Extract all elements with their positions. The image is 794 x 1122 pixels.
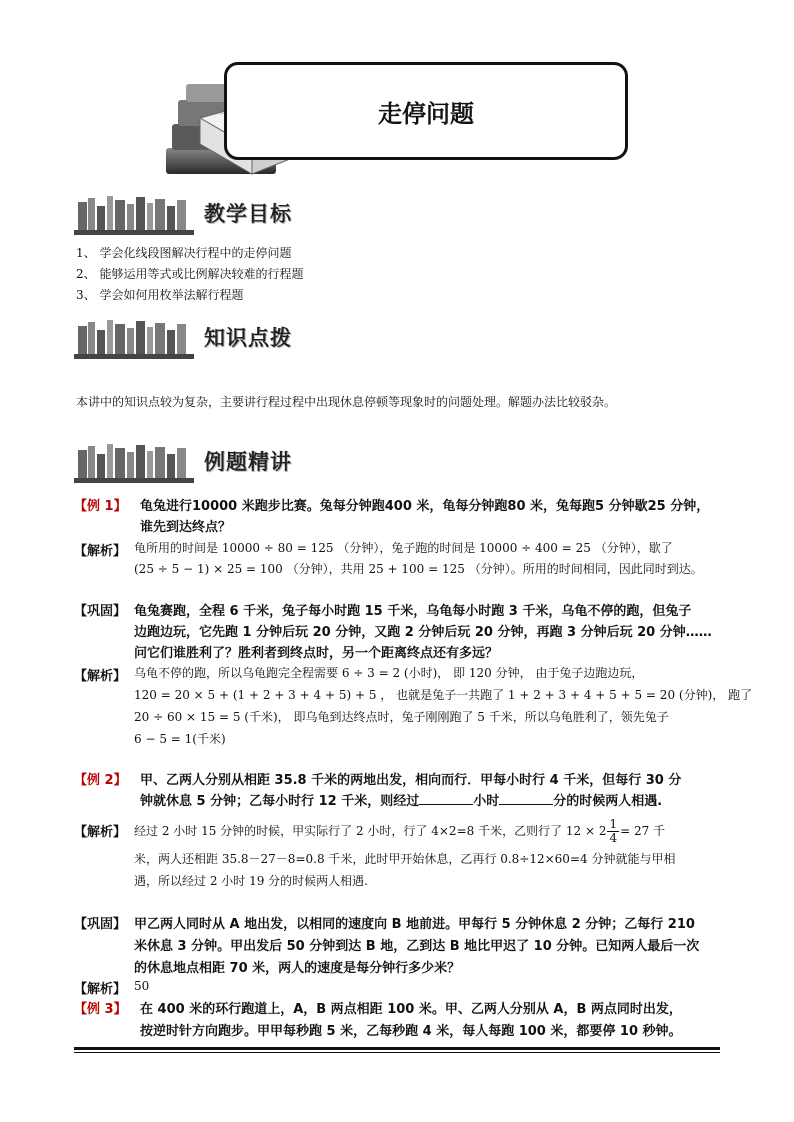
answer-tag: 【解析】 bbox=[74, 544, 127, 559]
answer-line: 米，两人还相距 35.8－27－8=0.8 千米，此时甲开始休息，乙再行 0.8÷12×60=4 分钟就能与甲相 bbox=[134, 852, 676, 866]
goal-item: 1、 学会化线段图解决行程中的走停问题 bbox=[76, 246, 292, 260]
question-line: 的休息地点相距 70 米，两人的速度是每分钟行多少米？ bbox=[134, 961, 461, 976]
question-line: 问它们谁胜利了？胜利者到终点时，另一个距离终点还有多远？ bbox=[134, 646, 499, 661]
section-header-knowledge bbox=[74, 318, 334, 362]
answer-line: 6 − 5 = 1(千米) bbox=[134, 732, 226, 746]
question-line: 甲、乙两人分别从相距 35.8 千米的两地出发，相向而行．甲每小时行 4 千米，但每行 30 分 bbox=[140, 773, 682, 788]
question-line: 按逆时针方向跑步。甲甲每秒跑 5 米，乙每秒跑 4 米，每人每跑 100 米，都要停 10 秒钟。 bbox=[140, 1024, 682, 1039]
bookshelf-icon bbox=[74, 194, 196, 236]
question-line: 在 400 米的环行跑道上，A，B 两点相距 100 米。甲、乙两人分别从 A，B 两点同时出发， bbox=[140, 1002, 682, 1017]
answer-line: 20 ÷ 60 × 15 = 5 (千米)， 即乌龟到达终点时，兔子刚刚跑了 5 千米，所以乌龟胜利了，领先兔子 bbox=[134, 710, 669, 724]
goal-item: 2、 能够运用等式或比例解决较难的行程题 bbox=[76, 267, 304, 281]
answer-line: 120 = 20 × 5 + (1 + 2 + 3 + 4 + 5) + 5 ， 也就是兔子一共跑了 1 + 2 + 3 + 4 + 5 + 5 = 20 (分钟)， 跑了 bbox=[134, 688, 753, 702]
section-header-goals bbox=[74, 194, 334, 238]
fraction-denominator: 4 bbox=[609, 831, 618, 845]
bookshelf-icon bbox=[74, 442, 196, 484]
question-line: 边跑边玩，它先跑 1 分钟后玩 20 分钟，又跑 2 分钟后玩 20 分钟，再跑 3 分钟后玩 20 分钟…… bbox=[134, 625, 712, 640]
answer-line: 遇，所以经过 2 小时 19 分的时候两人相遇. bbox=[134, 874, 368, 888]
fraction bbox=[607, 818, 619, 845]
example-tag: 【例 1】 bbox=[74, 499, 127, 514]
answer-tag: 【解析】 bbox=[74, 825, 127, 840]
footer-rule bbox=[74, 1047, 720, 1050]
answer-line: 乌龟不停的跑，所以乌龟跑完全程需要 6 ÷ 3 = 2 (小时)， 即 120 分钟， 由于兔子边跑边玩， bbox=[134, 666, 644, 680]
question-line: 甲乙两人同时从 A 地出发，以相同的速度向 B 地前进。甲每行 5 分钟休息 2 分钟；乙每行 210 bbox=[134, 917, 695, 932]
page-title: 走停问题 bbox=[378, 99, 474, 128]
answer-line: (25 ÷ 5 − 1) × 25 = 100 （分钟），共用 25 + 100 = 125 （分钟）。所用的时间相同，因此同时到达。 bbox=[134, 562, 703, 576]
bookshelf-icon bbox=[74, 318, 196, 360]
answer-line: 龟所用的时间是 10000 ÷ 80 = 125 （分钟），兔子跑的时间是 10000 ÷ 400 = 25 （分钟），歇了 bbox=[134, 541, 673, 555]
question-text: 小时 bbox=[473, 794, 500, 809]
question-line: 龟兔赛跑，全程 6 千米，兔子每小时跑 15 千米，乌龟每小时跑 3 千米，乌龟不停的跑，但兔子 bbox=[134, 604, 692, 619]
section-title: 知识点拨 bbox=[204, 326, 292, 350]
answer-line: 50 bbox=[134, 979, 150, 993]
section-header-examples bbox=[74, 442, 334, 486]
answer-tag: 【解析】 bbox=[74, 669, 127, 684]
question-text: 分的时候两人相遇. bbox=[553, 794, 663, 809]
goal-item: 3、 学会如何用枚举法解行程题 bbox=[76, 288, 244, 302]
question-line: 米休息 3 分钟。甲出发后 50 分钟到达 B 地，乙到达 B 地比甲迟了 10 分钟。已知两人最后一次 bbox=[134, 939, 700, 954]
answer-blank-hours[interactable] bbox=[419, 790, 473, 805]
example-tag: 【例 2】 bbox=[74, 773, 127, 788]
answer-text: 经过 2 小时 15 分钟的时候，甲实际行了 2 小时，行了 4×2=8 千米，乙则行了 12 × 2 bbox=[134, 824, 607, 838]
section-title: 例题精讲 bbox=[204, 450, 292, 474]
footer-rule-thin bbox=[74, 1052, 720, 1053]
example-tag: 【例 3】 bbox=[74, 1002, 127, 1017]
section-title: 教学目标 bbox=[204, 202, 292, 226]
answer-tag: 【解析】 bbox=[74, 982, 127, 997]
answer-text: = 27 千 bbox=[620, 824, 666, 838]
question-line bbox=[140, 790, 662, 809]
practice-tag: 【巩固】 bbox=[74, 604, 127, 619]
knowledge-text: 本讲中的知识点较为复杂，主要讲行程过程中出现休息停顿等现象时的问题处理。解题办法比较驳杂。 bbox=[76, 395, 617, 409]
fraction-numerator: 1 bbox=[609, 817, 618, 831]
answer-blank-minutes[interactable] bbox=[499, 790, 553, 805]
practice-tag: 【巩固】 bbox=[74, 917, 127, 932]
question-line: 谁先到达终点？ bbox=[140, 520, 232, 535]
question-text: 钟就休息 5 分钟；乙每小时行 12 千米，则经过 bbox=[140, 794, 420, 809]
question-line: 龟兔进行10000 米跑步比赛。兔每分钟跑400 米，龟每分钟跑80 米，兔每跑5 分钟歇25 分钟， bbox=[140, 499, 710, 514]
answer-line bbox=[134, 818, 665, 845]
